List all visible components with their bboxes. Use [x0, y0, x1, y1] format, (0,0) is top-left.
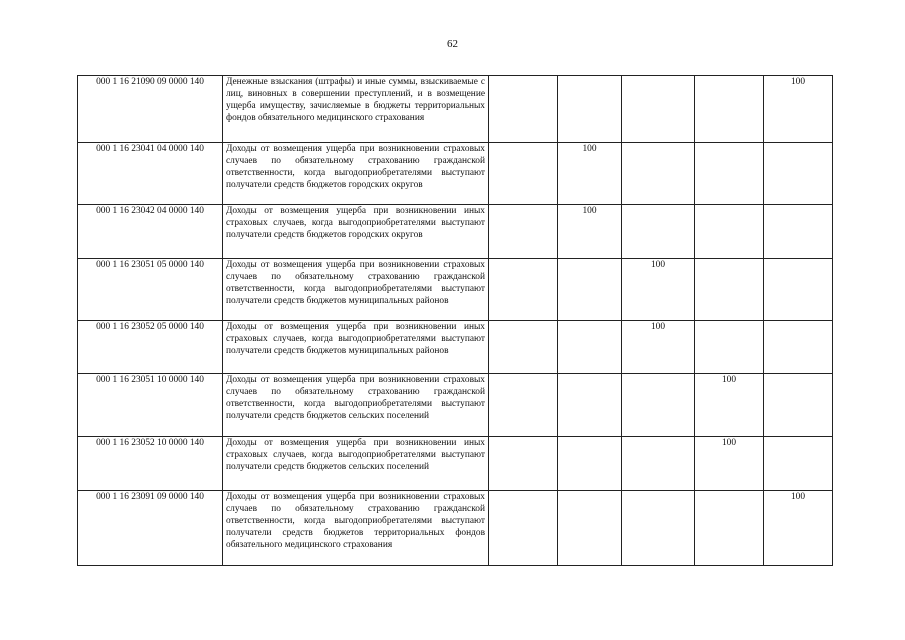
value-cell-5 — [764, 437, 833, 491]
page-number: 62 — [447, 38, 458, 50]
value-cell-3: 100 — [622, 321, 695, 374]
value-cell-4: 100 — [695, 437, 764, 491]
value-cell-1 — [489, 143, 558, 205]
value-cell-1 — [489, 259, 558, 321]
value-cell-1 — [489, 205, 558, 259]
description-cell: Доходы от возмещения ущерба при возникновении иных страховых случаев, когда выгодоприобретателями выступают получатели средств бюджетов сельских поселений — [223, 437, 489, 491]
table-row — [78, 437, 833, 491]
value-cell-5 — [764, 374, 833, 437]
description-cell: Доходы от возмещения ущерба при возникновении страховых случаев по обязательному страхованию гражданской ответственности, когда выгодоприобретателями выступают получатели средств бюджетов муниципальных районов — [223, 259, 489, 321]
description-cell: Доходы от возмещения ущерба при возникновении страховых случаев по обязательному страхованию гражданской ответственности, когда выгодоприобретателями выступают получатели средств бюджетов сельских поселений — [223, 374, 489, 437]
description-cell: Доходы от возмещения ущерба при возникновении страховых случаев по обязательному страхованию гражданской ответственности, когда выгодоприобретателями выступают получатели средств бюджетов территориальных фондов обязательного медицинского страхования — [223, 491, 489, 566]
value-cell-3 — [622, 205, 695, 259]
value-cell-4 — [695, 321, 764, 374]
value-cell-5: 100 — [764, 491, 833, 566]
budget-code-cell: 000 1 16 23041 04 0000 140 — [78, 143, 223, 205]
value-cell-2 — [558, 321, 622, 374]
value-cell-1 — [489, 321, 558, 374]
value-cell-5: 100 — [764, 76, 833, 143]
value-cell-2: 100 — [558, 205, 622, 259]
value-cell-4 — [695, 143, 764, 205]
value-cell-1 — [489, 76, 558, 143]
budget-code-cell: 000 1 16 23051 10 0000 140 — [78, 374, 223, 437]
value-cell-2 — [558, 491, 622, 566]
table-row — [78, 491, 833, 566]
value-cell-5 — [764, 143, 833, 205]
value-cell-4: 100 — [695, 374, 764, 437]
value-cell-5 — [764, 259, 833, 321]
description-cell: Денежные взыскания (штрафы) и иные суммы, взыскиваемые с лиц, виновных в совершении преступлений, и в возмещение ущерба имуществу, зачисляемые в бюджеты территориальных фондов обязательного медицинского страхования — [223, 76, 489, 143]
value-cell-2 — [558, 374, 622, 437]
budget-code-cell: 000 1 16 23042 04 0000 140 — [78, 205, 223, 259]
value-cell-1 — [489, 491, 558, 566]
value-cell-3 — [622, 491, 695, 566]
value-cell-1 — [489, 374, 558, 437]
table-row — [78, 143, 833, 205]
description-cell: Доходы от возмещения ущерба при возникновении иных страховых случаев, когда выгодоприобретателями выступают получатели средств бюджетов городских округов — [223, 205, 489, 259]
value-cell-1 — [489, 437, 558, 491]
table-row — [78, 76, 833, 143]
budget-code-cell: 000 1 16 23052 10 0000 140 — [78, 437, 223, 491]
value-cell-5 — [764, 321, 833, 374]
value-cell-2 — [558, 437, 622, 491]
value-cell-3: 100 — [622, 259, 695, 321]
budget-code-cell: 000 1 16 21090 09 0000 140 — [78, 76, 223, 143]
value-cell-2: 100 — [558, 143, 622, 205]
description-cell: Доходы от возмещения ущерба при возникновении иных страховых случаев, когда выгодоприобретателями выступают получатели средств бюджетов муниципальных районов — [223, 321, 489, 374]
value-cell-2 — [558, 76, 622, 143]
table-row — [78, 374, 833, 437]
value-cell-5 — [764, 205, 833, 259]
value-cell-4 — [695, 205, 764, 259]
table-row — [78, 321, 833, 374]
budget-code-cell: 000 1 16 23091 09 0000 140 — [78, 491, 223, 566]
table-row — [78, 259, 833, 321]
table-row — [78, 205, 833, 259]
value-cell-2 — [558, 259, 622, 321]
value-cell-3 — [622, 374, 695, 437]
description-cell: Доходы от возмещения ущерба при возникновении страховых случаев по обязательному страхованию гражданской ответственности, когда выгодоприобретателями выступают получатели средств бюджетов городских округов — [223, 143, 489, 205]
value-cell-4 — [695, 76, 764, 143]
value-cell-4 — [695, 259, 764, 321]
value-cell-3 — [622, 143, 695, 205]
budget-code-cell: 000 1 16 23051 05 0000 140 — [78, 259, 223, 321]
revenue-allocation-table — [77, 75, 833, 566]
value-cell-4 — [695, 491, 764, 566]
value-cell-3 — [622, 76, 695, 143]
budget-code-cell: 000 1 16 23052 05 0000 140 — [78, 321, 223, 374]
value-cell-3 — [622, 437, 695, 491]
